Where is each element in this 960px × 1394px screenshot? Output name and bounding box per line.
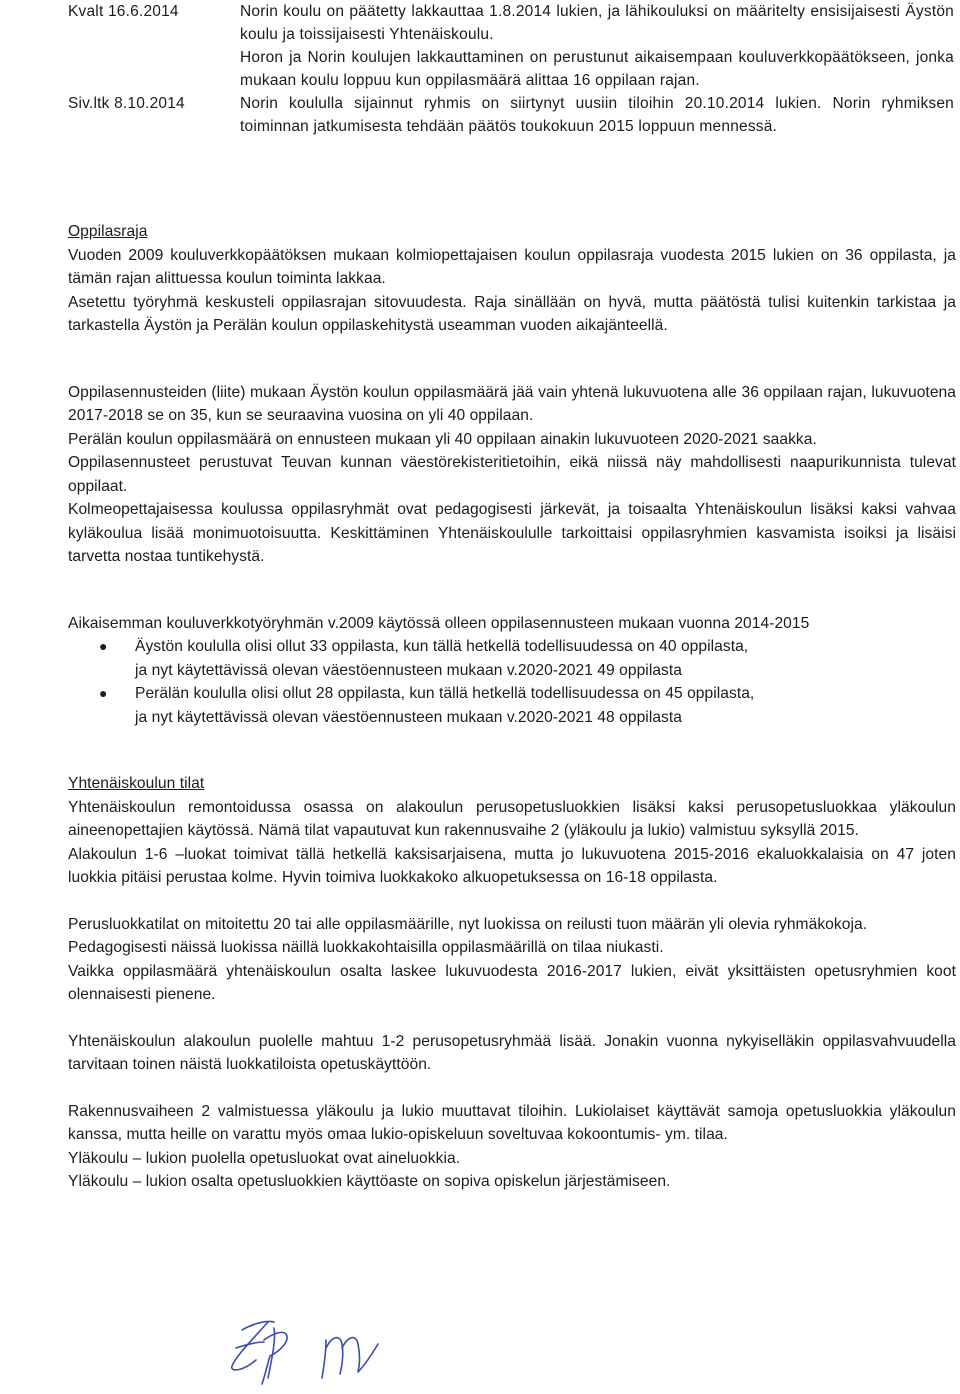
paragraph: Perälän koulun oppilasmäärä on ennusteen mukaan yli 40 oppilaan ainakin lukuvuoteen 2020-2021 saakka. xyxy=(68,430,817,448)
bullet-icon: ● xyxy=(99,685,108,701)
signature-strokes xyxy=(232,1321,378,1384)
list-item xyxy=(68,635,956,682)
paragraph: Yhtenäiskoulun remontoidussa osassa on alakoulun perusopetusluokkien lisäksi kaksi perusopetusluokkaa yläkoulun aineenopettajien käytössä. Nämä tilat vapautuvat kun rakennusvaihe 2 (yläkoulu ja lukio) valmistuu syksyllä 2015. xyxy=(68,798,956,839)
paragraph: Vuoden 2009 kouluverkkopäätöksen mukaan kolmiopettajaisen koulun oppilasraja vuodesta 2015 lukien on 36 oppilasta, ja tämän rajan alittuessa koulun toiminta lakkaa. xyxy=(68,246,956,287)
section-heading-oppilasraja: Oppilasraja xyxy=(68,223,148,240)
list-item-line: Äystön koululla olisi ollut 33 oppilasta, kun tällä hetkellä todellisuudessa on 40 oppilasta, xyxy=(135,638,749,655)
list-item-line: ja nyt käytettävissä olevan väestöennusteen mukaan v.2020-2021 48 oppilasta xyxy=(135,708,683,726)
entry-kvalt xyxy=(0,0,960,92)
entry-paragraph: Norin koululla sijainnut ryhmis on siirtynyt uusiin tiloihin 20.10.2014 lukien. Norin ryhmiksen toiminnan jatkumisesta tehdään päätös toukokuun 2015 loppuun mennessä. xyxy=(240,95,954,135)
entry-date: Kvalt 16.6.2014 xyxy=(68,3,179,20)
list-item-line: ja nyt käytettävissä olevan väestöennusteen mukaan v.2020-2021 49 oppilasta xyxy=(135,661,683,679)
paragraph: Aikaisemman kouluverkkotyöryhmän v.2009 käytössä olleen oppilasennusteen mukaan vuonna 2014-2015 xyxy=(68,614,810,632)
entry-text xyxy=(240,0,954,92)
paragraph: Yläkoulu – lukion osalta opetusluokkien käyttöaste on sopiva opiskelun järjestämiseen. xyxy=(68,1173,671,1190)
paragraph: Oppilasennusteiden (liite) mukaan Äystön koulun oppilasmäärä jää vain yhtenä lukuvuotena alle 36 oppilaan rajan, lukuvuotena 2017-2018 se on 35, kun se seuraavina vuosina on yli 40 oppilaan. xyxy=(68,383,956,424)
paragraph: Vaikka oppilasmäärä yhtenäiskoulun osalta laskee lukuvuodesta 2016-2017 lukien, eivät yksittäisten opetusryhmien koot olennaisesti pienene. xyxy=(68,962,956,1003)
forecast-list xyxy=(68,635,956,729)
paragraph: Yhtenäiskoulun alakoulun puolelle mahtuu 1-2 perusopetusryhmää lisää. Jonakin vuonna nykyiselläkin oppilasvahvuudella tarvitaan toinen näistä luokkatiloista opetuskäyttöön. xyxy=(68,1032,956,1073)
paragraph: Pedagogisesti näissä luokissa näillä luokkakohtaisilla oppilasmäärillä on tilaa niukasti. xyxy=(68,939,664,956)
entry-text xyxy=(240,92,954,138)
paragraph: Oppilasennusteet perustuvat Teuvan kunnan väestörekisteritietoihin, eikä niissä näy mahdollisesti naapurikunnista tulevat oppilaat. xyxy=(68,454,956,495)
paragraph: Perusluokkatilat on mitoitettu 20 tai alle oppilasmäärille, nyt luokissa on reilusti tuon määrän yli olevia ryhmäkokoja. xyxy=(68,915,868,933)
paragraph: Alakoulun 1-6 –luokat toimivat tällä hetkellä kaksisarjaisena, mutta jo lukuvuotena 2015-2016 ekaluokkalaisia on 47 joten luokkia pitäisi perustaa kolme. Hyvin toimiva luokkakoko alkuopetuksessa on 16-18 oppilasta. xyxy=(68,845,956,886)
paragraph: Asetettu työryhmä keskusteli oppilasrajan sitovuudesta. Raja sinällään on hyvä, mutta päätöstä tulisi kuitenkin tarkistaa ja tarkastella Äystön ja Perälän koulun oppilaskehitystä useamman vuoden aikajänteellä. xyxy=(68,293,956,334)
section-heading-tilat: Yhtenäiskoulun tilat xyxy=(68,775,205,792)
paragraph: Kolmeopettajaisessa koulussa oppilasryhmät ovat pedagogisesti järkevät, ja toisaalta Yhtenäiskoulun lisäksi kaksi vahvaa kyläkoulua lisää monimuotoisuutta. Keskittäminen Yhtenäiskoululle tarkoittaisi oppilasryhmien kasvamista isoiksi ja lisäisi tarvetta nostaa tuntikehystä. xyxy=(68,501,956,565)
entry-paragraph: Norin koulu on päätetty lakkauttaa 1.8.2014 lukien, ja lähikouluksi on määritelty ensisijaisesti Äystön koulu ja toissijaisesti Yhtenäiskoulu. xyxy=(240,3,954,43)
handwritten-signature xyxy=(222,1300,422,1390)
list-item xyxy=(68,682,956,729)
decision-entries xyxy=(0,0,960,138)
paragraph: Rakennusvaiheen 2 valmistuessa yläkoulu ja lukio muuttavat tiloihin. Lukiolaiset käyttävät samoja opetusluokkia yläkoulun kanssa, mutta heille on varattu myös omaa lukio-opiskeluun soveltuvaa kokoontumis- ym. tilaa. xyxy=(68,1102,956,1143)
entry-paragraph: Horon ja Norin koulujen lakkauttaminen on perustunut aikaisempaan kouluverkkopäätökseen, jonka mukaan koulu loppuu kun oppilasmäärä alittaa 16 oppilaan rajan. xyxy=(240,49,954,89)
list-item-line: Perälän koululla olisi ollut 28 oppilasta, kun tällä hetkellä todellisuudessa on 45 oppilasta, xyxy=(135,685,755,702)
entry-date: Siv.ltk 8.10.2014 xyxy=(68,95,185,112)
paragraph: Yläkoulu – lukion puolella opetusluokat ovat aineluokkia. xyxy=(68,1149,461,1167)
document-body xyxy=(68,220,956,1194)
entry-sivltk xyxy=(0,92,960,138)
bullet-icon: ● xyxy=(99,638,108,654)
